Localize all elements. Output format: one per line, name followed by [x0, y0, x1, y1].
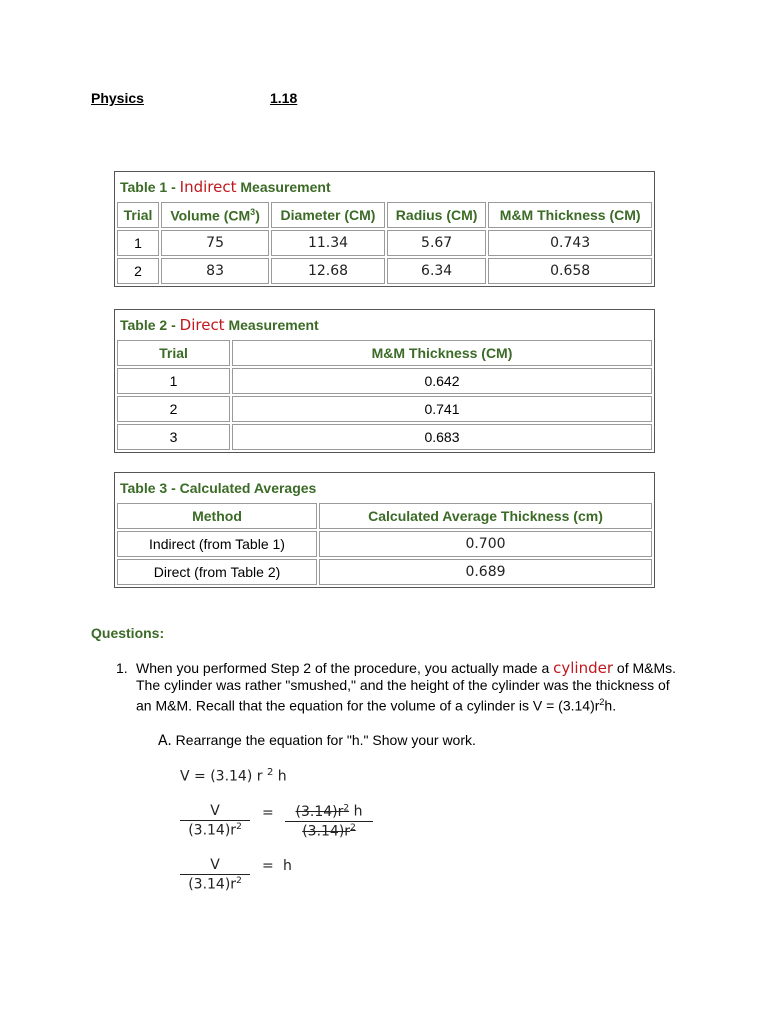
fraction-v-over-area: V $(3.14)r^2$: [180, 803, 250, 839]
equals-sign: =: [262, 805, 274, 821]
table-header-row: [117, 202, 652, 228]
table-cell: Indirect (from Table 1): [117, 531, 317, 557]
fraction-result: V $(3.14)r^2$: [180, 857, 250, 893]
table-cell: 0.700: [319, 531, 652, 557]
column-header: Trial: [117, 202, 159, 228]
table-cell: 0.658: [488, 258, 652, 284]
column-header: Method: [117, 503, 317, 529]
table-direct-measurement: [114, 309, 655, 453]
table-cell: 0.642: [232, 368, 652, 394]
table-indirect-measurement: [114, 171, 655, 287]
table-cell: 0.689: [319, 559, 652, 585]
table-calculated-averages: [114, 472, 655, 588]
table1-caption: Table 1 - Indirect Measurement: [120, 178, 331, 196]
table3-caption: Table 3 - Calculated Averages: [120, 480, 317, 496]
question-text: When you performed Step 2 of the procedure, you actually made a cylinder of M&Ms. The cylinder was rather "smushed," and the height of the cylinder was the thickness of an M&M. Recall that the equation for the volume of a cylinder is $V = (3.14)r^2h$.: [136, 659, 677, 714]
table-cell: 83: [161, 258, 269, 284]
column-header: Calculated Average Thickness (cm): [319, 503, 652, 529]
fraction-cancelled: $(3.14)r^2$ h $(3.14)r^2$: [285, 803, 373, 839]
lesson-number: 1.18: [270, 90, 298, 106]
table2-caption: Table 2 - Direct Measurement: [120, 316, 319, 334]
subquestion-text: Rearrange the equation for "h." Show your work.: [175, 732, 476, 748]
table-row: [117, 368, 652, 394]
column-header: Volume $(CM^3)$: [161, 202, 269, 228]
column-header: Radius (CM): [387, 202, 486, 228]
table-cell: 5.67: [387, 230, 486, 256]
table-header-row: [117, 503, 652, 529]
table-cell: 1: [117, 230, 159, 256]
table-row: [117, 559, 652, 585]
table-cell: 0.741: [232, 396, 652, 422]
table-cell: 12.68: [271, 258, 385, 284]
question-1a: [158, 732, 476, 749]
table-row: [117, 531, 652, 557]
equals-sign: =: [262, 858, 274, 874]
column-header: Diameter (CM): [271, 202, 385, 228]
column-header: M&M Thickness (CM): [232, 340, 652, 366]
table-row: [117, 258, 652, 284]
questions-heading: Questions:: [91, 625, 165, 641]
table-cell: 2: [117, 396, 230, 422]
column-header: M&M Thickness (CM): [488, 202, 652, 228]
volume-equation: V = (3.14) r $^2$ h: [180, 767, 287, 785]
table-cell: 1: [117, 368, 230, 394]
table-cell: 2: [117, 258, 159, 284]
result-h: h: [283, 858, 292, 874]
table-cell: 11.34: [271, 230, 385, 256]
table-row: [117, 396, 652, 422]
table-cell: 0.683: [232, 424, 652, 450]
question-1: [116, 660, 686, 715]
table-cell: 6.34: [387, 258, 486, 284]
column-header: Trial: [117, 340, 230, 366]
subquestion-label: A.: [158, 733, 172, 749]
table-cell: 0.743: [488, 230, 652, 256]
table-row: [117, 230, 652, 256]
table-cell: 75: [161, 230, 269, 256]
table-cell: Direct (from Table 2): [117, 559, 317, 585]
table-cell: 3: [117, 424, 230, 450]
table-header-row: [117, 340, 652, 366]
question-number: 1.: [116, 660, 128, 676]
subject-heading: Physics: [91, 90, 144, 106]
table-row: [117, 424, 652, 450]
